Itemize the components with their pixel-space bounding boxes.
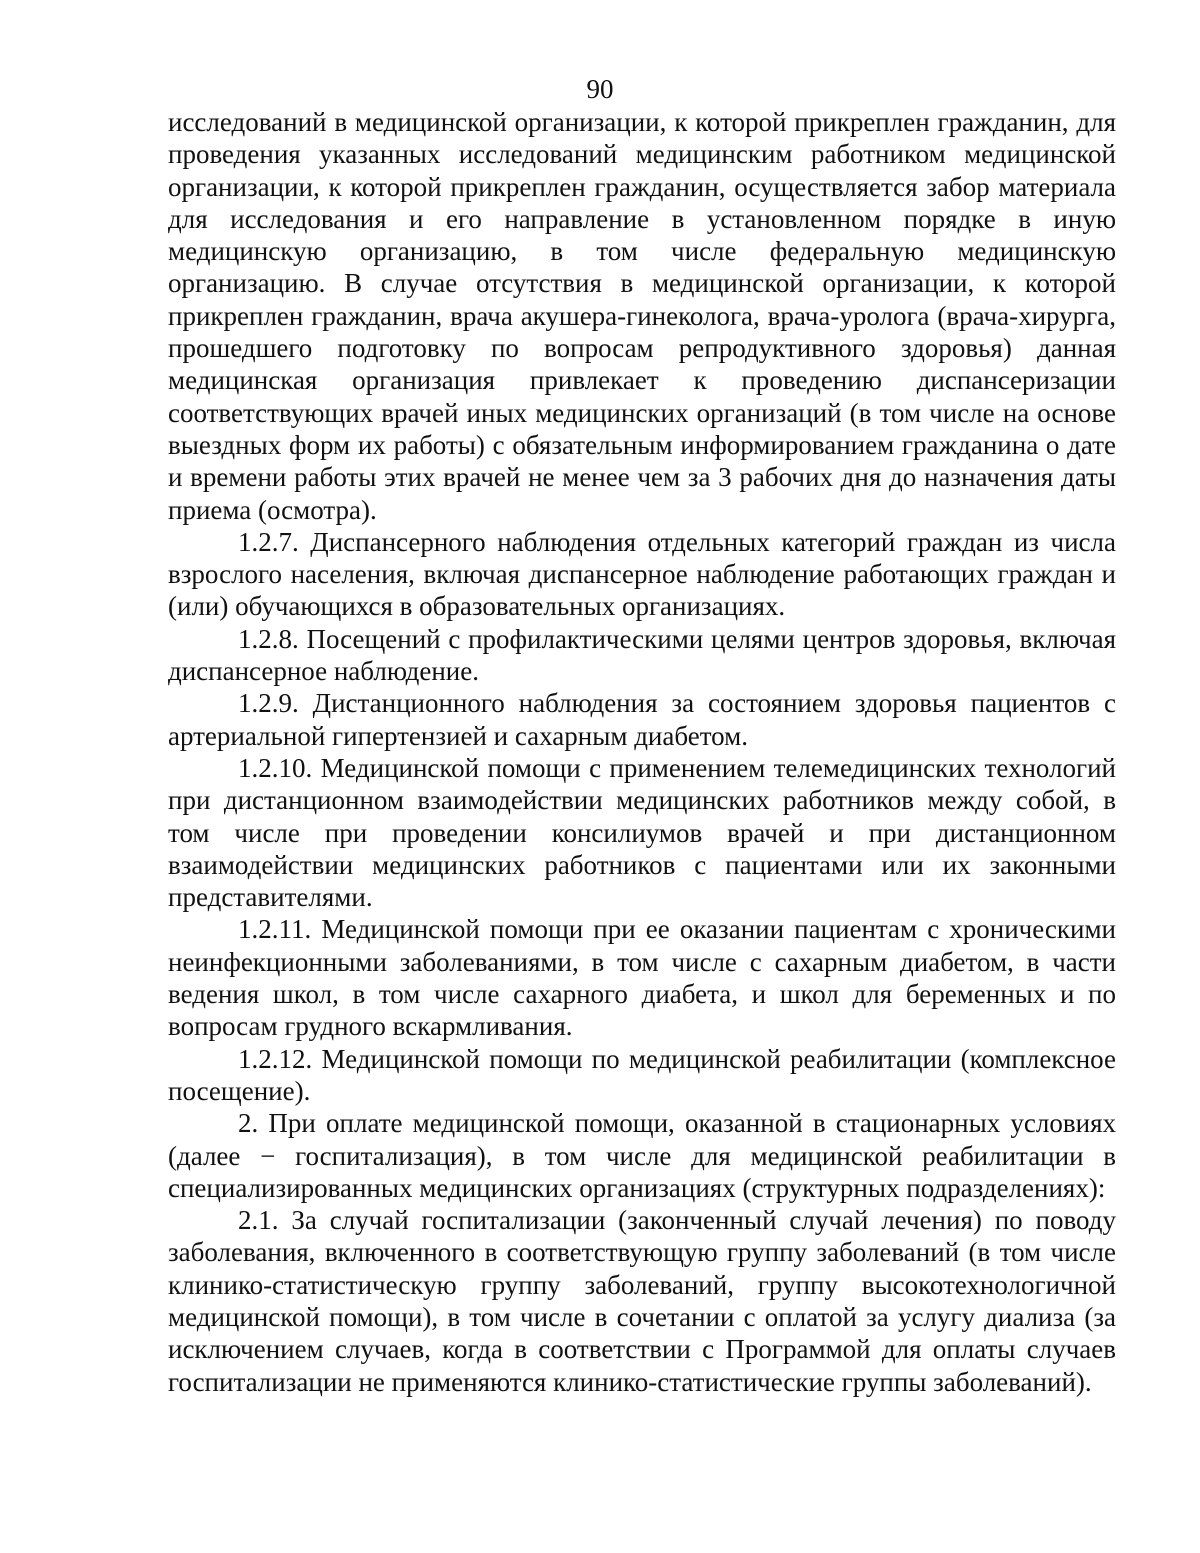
paragraph-1-2-9: 1.2.9. Дистанционного наблюдения за состоянием здоровья пациентов с артериальной гипертензией и сахарным диабетом. [168, 688, 1116, 751]
paragraph-1-2-11: 1.2.11. Медицинской помощи при ее оказании пациентам с хроническими неинфекционными заболеваниями, в том числе с сахарным диабетом, в части ведения школ, в том числе сахарного диабета, и школ для беременных и по вопросам грудного вскармливания. [168, 914, 1116, 1042]
paragraph-1-2-12: 1.2.12. Медицинской помощи по медицинской реабилитации (комплексное посещение). [168, 1043, 1116, 1106]
paragraph-continuation: исследований в медицинской организации, к которой прикреплен гражданин, для проведения указанных исследований медицинским работником медицинской организации, к которой прикреплен гражданин, осуществляется забор материала для исследования и его направление в установленном порядке в иную медицинскую организацию, в том числе федеральную медицинскую организацию. В случае отсутствия в медицинской организации, к которой прикреплен гражданин, врача акушера-гинеколога, врача-уролога (врача-хирурга, прошедшего подготовку по вопросам репродуктивного здоровья) данная медицинская организация привлекает к проведению диспансеризации соответствующих врачей иных медицинских организаций (в том числе на основе выездных форм их работы) с обязательным информированием гражданина о дате и времени работы этих врачей не менее чем за 3 рабочих дня до назначения даты приема (осмотра). [168, 107, 1116, 525]
paragraph-1-2-8: 1.2.8. Посещений с профилактическими целями центров здоровья, включая диспансерное наблюдение. [168, 623, 1116, 687]
page-number: 90 [586, 74, 614, 104]
paragraph-2: 2. При оплате медицинской помощи, оказанной в стационарных условиях (далее − госпитализация), в том числе для медицинской реабилитации в специализированных медицинских организациях (структурных подразделениях): [168, 1108, 1116, 1203]
paragraph-1-2-10: 1.2.10. Медицинской помощи с применением телемедицинских технологий при дистанционном взаимодействии медицинских работников между собой, в том числе при проведении консилиумов врачей и при дистанционном взаимодействии медицинских работников с пациентами или их законными представителями. [168, 752, 1116, 913]
paragraph-1-2-7: 1.2.7. Диспансерного наблюдения отдельных категорий граждан из числа взрослого населения, включая диспансерное наблюдение работающих граждан и (или) обучающихся в образовательных организациях. [168, 526, 1116, 622]
paragraph-2-1: 2.1. За случай госпитализации (законченный случай лечения) по поводу заболевания, включенного в соответствующую группу заболеваний (в том числе клинико-статистическую группу заболеваний, группу высокотехнологичной медицинской помощи), в том числе в сочетании с оплатой за услугу диализа (за исключением случаев, когда в соответствии с Программой для оплаты случаев госпитализации не применяются клинико-статистические группы заболеваний). [168, 1205, 1116, 1397]
document-body [168, 106, 1116, 1398]
